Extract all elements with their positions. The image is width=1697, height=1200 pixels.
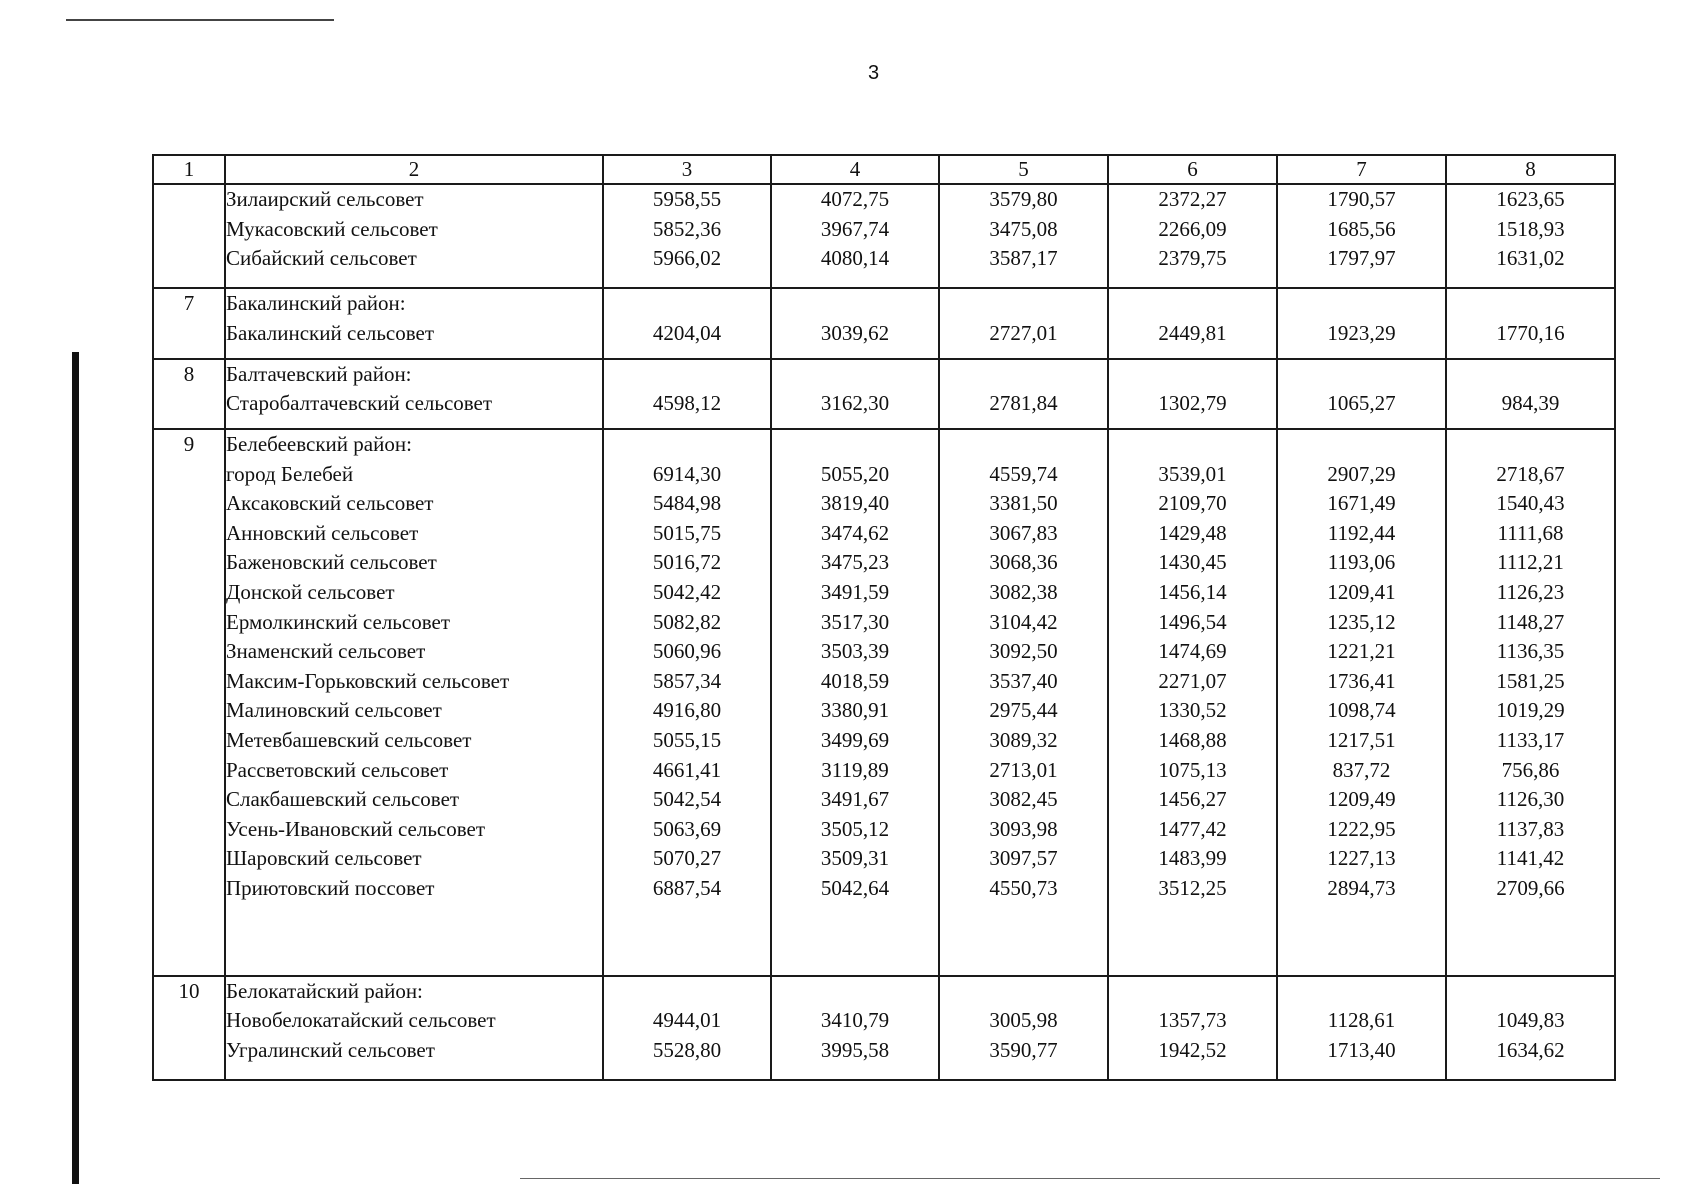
value: 1065,27: [1327, 391, 1396, 416]
value: 3092,50: [989, 639, 1058, 664]
header-cell: 6: [1108, 155, 1277, 184]
value: 4550,73: [989, 875, 1058, 900]
value-cell: [603, 359, 771, 429]
value: 3512,25: [1158, 875, 1227, 900]
value: 3380,91: [820, 698, 890, 723]
value-cell: [1108, 976, 1277, 1080]
value: 1685,56: [1327, 216, 1396, 241]
title-gap: [940, 360, 1107, 390]
value: 3093,98: [989, 816, 1058, 841]
value-cell: [1446, 429, 1615, 976]
value: 1713,40: [1327, 1037, 1396, 1062]
group-number-cell: [153, 359, 225, 429]
value: 1797,97: [1327, 246, 1396, 271]
value: 3819,40: [820, 491, 890, 516]
value: 2894,73: [1327, 875, 1396, 900]
settlement-name: Усень-Ивановский сельсовет: [226, 816, 486, 841]
title-gap: [1109, 360, 1276, 390]
value: 3039,62: [820, 320, 890, 345]
value-cell: [1446, 359, 1615, 429]
title-gap: [1278, 360, 1445, 390]
value: 2713,01: [989, 757, 1058, 782]
value: 5958,55: [652, 187, 722, 211]
header-cell: 2: [225, 155, 603, 184]
value: 5055,20: [820, 461, 890, 486]
name-cell: [225, 184, 603, 288]
value: 3068,36: [989, 550, 1058, 575]
value: 1634,62: [1496, 1037, 1565, 1062]
value: 756,86: [1501, 757, 1560, 782]
value: 3579,80: [989, 187, 1058, 211]
value: 3162,30: [820, 391, 890, 416]
value: 5070,27: [652, 846, 722, 871]
value: 3119,89: [821, 757, 889, 782]
value-cell: [771, 359, 939, 429]
title-gap: [940, 977, 1107, 1007]
value-cell: [1277, 184, 1446, 288]
name-cell: [225, 288, 603, 358]
value: 3067,83: [989, 520, 1058, 545]
title-gap: [1447, 289, 1614, 319]
value: 1790,57: [1327, 187, 1396, 211]
value: 5528,80: [652, 1037, 722, 1062]
header-cell: 7: [1277, 155, 1446, 184]
title-gap: [1109, 289, 1276, 319]
value: 4559,74: [989, 461, 1058, 486]
value: 5042,54: [652, 787, 722, 812]
value: 1098,74: [1327, 698, 1396, 723]
value: 1235,12: [1327, 609, 1396, 634]
settlement-name: Рассветовский сельсовет: [226, 757, 449, 782]
title-gap: [1447, 430, 1614, 460]
settlement-name: Зилаирский сельсовет: [226, 187, 424, 211]
settlement-name: Мукасовский сельсовет: [226, 216, 438, 241]
value: 3491,59: [820, 579, 890, 604]
value: 3491,67: [820, 787, 890, 812]
value: 1221,21: [1327, 639, 1396, 664]
value: 3005,98: [989, 1008, 1058, 1033]
value: 3967,74: [820, 216, 890, 241]
table-group-row: [153, 359, 1615, 429]
value: 2372,27: [1158, 187, 1227, 211]
value: 3381,50: [989, 491, 1058, 516]
name-cell: [225, 359, 603, 429]
value: 1942,52: [1158, 1037, 1227, 1062]
title-gap: [940, 289, 1107, 319]
value-cell: [1108, 429, 1277, 976]
settlement-name: Аксаковский сельсовет: [226, 491, 434, 516]
title-gap: [772, 289, 938, 319]
value-cell: [1446, 288, 1615, 358]
value-cell: [939, 184, 1108, 288]
settlement-name: Малиновский сельсовет: [226, 698, 442, 723]
value-cell: [603, 184, 771, 288]
value: 1357,73: [1158, 1008, 1227, 1033]
value: 2709,66: [1496, 875, 1565, 900]
scan-bottom-line: [520, 1178, 1660, 1179]
name-cell: [225, 976, 603, 1080]
value: 4204,04: [652, 320, 722, 345]
value: 2907,29: [1327, 461, 1396, 486]
district-title: Белокатайский район:: [226, 978, 423, 1003]
value-cell: [939, 288, 1108, 358]
value: 3995,58: [820, 1037, 890, 1062]
value: 4944,01: [652, 1008, 722, 1033]
value: 984,39: [1501, 391, 1560, 416]
value: 1192,44: [1327, 520, 1396, 545]
title-gap: [1278, 977, 1445, 1007]
value-cell: [1108, 288, 1277, 358]
value: 5966,02: [652, 246, 722, 271]
title-gap: [772, 430, 938, 460]
value: 3517,30: [820, 609, 890, 634]
value: 1137,83: [1496, 816, 1565, 841]
value: 1148,27: [1496, 609, 1565, 634]
value: 2975,44: [989, 698, 1058, 723]
value: 1128,61: [1327, 1008, 1396, 1033]
value: 1456,14: [1158, 579, 1227, 604]
value: 5015,75: [652, 520, 722, 545]
title-gap: [1278, 430, 1445, 460]
value: 5852,36: [652, 216, 722, 241]
value: 3587,17: [989, 246, 1058, 271]
settlement-name: Ермолкинский сельсовет: [226, 609, 450, 634]
settlement-name: Метевбашевский сельсовет: [226, 727, 472, 752]
value-cell: [771, 429, 939, 976]
value: 3539,01: [1158, 461, 1227, 486]
value: 5063,69: [652, 816, 722, 841]
value: 2266,09: [1158, 216, 1227, 241]
value: 1141,42: [1496, 846, 1565, 871]
title-gap: [1109, 977, 1276, 1007]
value: 3503,39: [820, 639, 890, 664]
header-cell: 5: [939, 155, 1108, 184]
value: 5484,98: [652, 491, 722, 516]
value-cell: [771, 976, 939, 1080]
value-cell: [1277, 976, 1446, 1080]
value: 3097,57: [989, 846, 1058, 871]
value: 4661,41: [652, 757, 722, 782]
settlement-name: Новобелокатайский сельсовет: [226, 1008, 496, 1033]
district-title: Балтачевский район:: [226, 361, 412, 386]
value: 2781,84: [989, 391, 1058, 416]
title-gap: [1447, 977, 1614, 1007]
value-cell: [771, 184, 939, 288]
value: 3537,40: [989, 668, 1058, 693]
settlement-name: Анновский сельсовет: [226, 520, 419, 545]
value: 2109,70: [1158, 491, 1227, 516]
title-gap: [1109, 430, 1276, 460]
value-cell: [1277, 288, 1446, 358]
value: 5042,64: [820, 875, 890, 900]
settlement-name: Максим-Горьковский сельсовет: [226, 668, 510, 693]
value: 3410,79: [820, 1008, 890, 1033]
value: 1136,35: [1496, 639, 1565, 664]
value: 2727,01: [989, 320, 1058, 345]
value: 4598,12: [652, 391, 722, 416]
value: 1111,68: [1497, 520, 1564, 545]
value: 1540,43: [1496, 491, 1565, 516]
value: 2449,81: [1158, 320, 1227, 345]
value: 4018,59: [820, 668, 890, 693]
district-title: Бакалинский район:: [226, 291, 406, 316]
group-number-cell: [153, 184, 225, 288]
table-group-row: [153, 184, 1615, 288]
group-number: 9: [183, 432, 195, 456]
settlement-name: город Белебей: [226, 461, 354, 486]
value: 1671,49: [1327, 491, 1396, 516]
value: 2718,67: [1496, 461, 1565, 486]
table-group-row: [153, 429, 1615, 976]
value-cell: [603, 429, 771, 976]
group-number: 7: [183, 291, 195, 316]
page-number: 3: [868, 62, 880, 84]
value-cell: [1446, 184, 1615, 288]
value-cell: [771, 288, 939, 358]
header-cell: 4: [771, 155, 939, 184]
value: 6887,54: [652, 875, 722, 900]
value: 1209,41: [1327, 579, 1396, 604]
group-number: 10: [178, 978, 200, 1003]
value: 1518,93: [1496, 216, 1565, 241]
value: 1193,06: [1327, 550, 1396, 575]
value: 1456,27: [1158, 787, 1227, 812]
header-cell: 1: [153, 155, 225, 184]
value-cell: [603, 976, 771, 1080]
value: 2271,07: [1158, 668, 1227, 693]
value: 1217,51: [1327, 727, 1396, 752]
value: 1770,16: [1496, 320, 1565, 345]
value: 1227,13: [1327, 846, 1396, 871]
value-cell: [1277, 359, 1446, 429]
header-cell: 3: [603, 155, 771, 184]
settlement-name: Угралинский сельсовет: [226, 1037, 435, 1062]
settlement-name: Приютовский поссовет: [226, 875, 435, 900]
value: 1019,29: [1496, 698, 1565, 723]
group-number-cell: [153, 429, 225, 976]
data-table: [152, 154, 1616, 1081]
value: 4916,80: [652, 698, 722, 723]
value: 5857,34: [652, 668, 722, 693]
value: 5042,42: [652, 579, 722, 604]
value: 1430,45: [1158, 550, 1227, 575]
name-cell: [225, 429, 603, 976]
header-cell: 8: [1446, 155, 1615, 184]
value-cell: [939, 429, 1108, 976]
title-gap: [1278, 289, 1445, 319]
value: 3082,45: [989, 787, 1058, 812]
value-cell: [1108, 359, 1277, 429]
value: 1477,42: [1158, 816, 1227, 841]
settlement-name: Донской сельсовет: [226, 579, 395, 604]
settlement-name: Слакбашевский сельсовет: [226, 787, 460, 812]
district-title: Белебеевский район:: [226, 432, 412, 456]
value: 1330,52: [1158, 698, 1227, 723]
value: 1736,41: [1327, 668, 1396, 693]
value: 3089,32: [989, 727, 1058, 752]
value-cell: [1277, 429, 1446, 976]
title-gap: [940, 430, 1107, 460]
value: 6914,30: [652, 461, 722, 486]
value: 1581,25: [1496, 668, 1565, 693]
value: 3499,69: [820, 727, 890, 752]
value: 3590,77: [989, 1037, 1058, 1062]
value: 1623,65: [1496, 187, 1565, 211]
value: 1468,88: [1158, 727, 1227, 752]
value: 3475,08: [989, 216, 1058, 241]
value: 5082,82: [652, 609, 722, 634]
value: 1209,49: [1327, 787, 1396, 812]
value: 5016,72: [652, 550, 722, 575]
title-gap: [604, 360, 770, 390]
value-cell: [603, 288, 771, 358]
scan-left-edge: [72, 352, 79, 1184]
value: 3509,31: [820, 846, 890, 871]
value: 3475,23: [820, 550, 890, 575]
settlement-name: Старобалтачевский сельсовет: [226, 391, 493, 416]
value: 1126,23: [1496, 579, 1565, 604]
value: 3104,42: [989, 609, 1058, 634]
value: 5060,96: [652, 639, 722, 664]
value: 2379,75: [1158, 246, 1227, 271]
settlement-name: Бакалинский сельсовет: [226, 320, 435, 345]
value: 1923,29: [1327, 320, 1396, 345]
value: 4072,75: [820, 187, 890, 211]
value: 1496,54: [1158, 609, 1227, 634]
value-cell: [939, 359, 1108, 429]
title-gap: [604, 289, 770, 319]
value: 1483,99: [1158, 846, 1227, 871]
value: 3474,62: [820, 520, 890, 545]
value: 1075,13: [1158, 757, 1227, 782]
value: 1631,02: [1496, 246, 1565, 271]
table-group-row: [153, 288, 1615, 358]
value-cell: [1446, 976, 1615, 1080]
scan-top-line: [66, 19, 334, 21]
value: 1112,21: [1497, 550, 1564, 575]
title-gap: [1447, 360, 1614, 390]
title-gap: [604, 430, 770, 460]
header-row: [153, 155, 1615, 184]
value: 3082,38: [989, 579, 1058, 604]
value: 3505,12: [820, 816, 890, 841]
value: 5055,15: [652, 727, 722, 752]
group-number-cell: [153, 976, 225, 1080]
value-cell: [939, 976, 1108, 1080]
value: 1302,79: [1158, 391, 1227, 416]
settlement-name: Шаровский сельсовет: [226, 846, 422, 871]
title-gap: [772, 977, 938, 1007]
title-gap: [604, 977, 770, 1007]
value-cell: [1108, 184, 1277, 288]
settlement-name: Баженовский сельсовет: [226, 550, 437, 575]
value: 837,72: [1332, 757, 1391, 782]
value: 1429,48: [1158, 520, 1227, 545]
value: 4080,14: [820, 246, 890, 271]
value: 1474,69: [1158, 639, 1227, 664]
value: 1126,30: [1496, 787, 1565, 812]
group-number-cell: [153, 288, 225, 358]
group-number: 8: [183, 361, 195, 386]
value: 1222,95: [1327, 816, 1396, 841]
table-group-row: [153, 976, 1615, 1080]
settlement-name: Сибайский сельсовет: [226, 246, 417, 271]
title-gap: [772, 360, 938, 390]
settlement-name: Знаменский сельсовет: [226, 639, 426, 664]
value: 1049,83: [1496, 1008, 1565, 1033]
value: 1133,17: [1496, 727, 1565, 752]
